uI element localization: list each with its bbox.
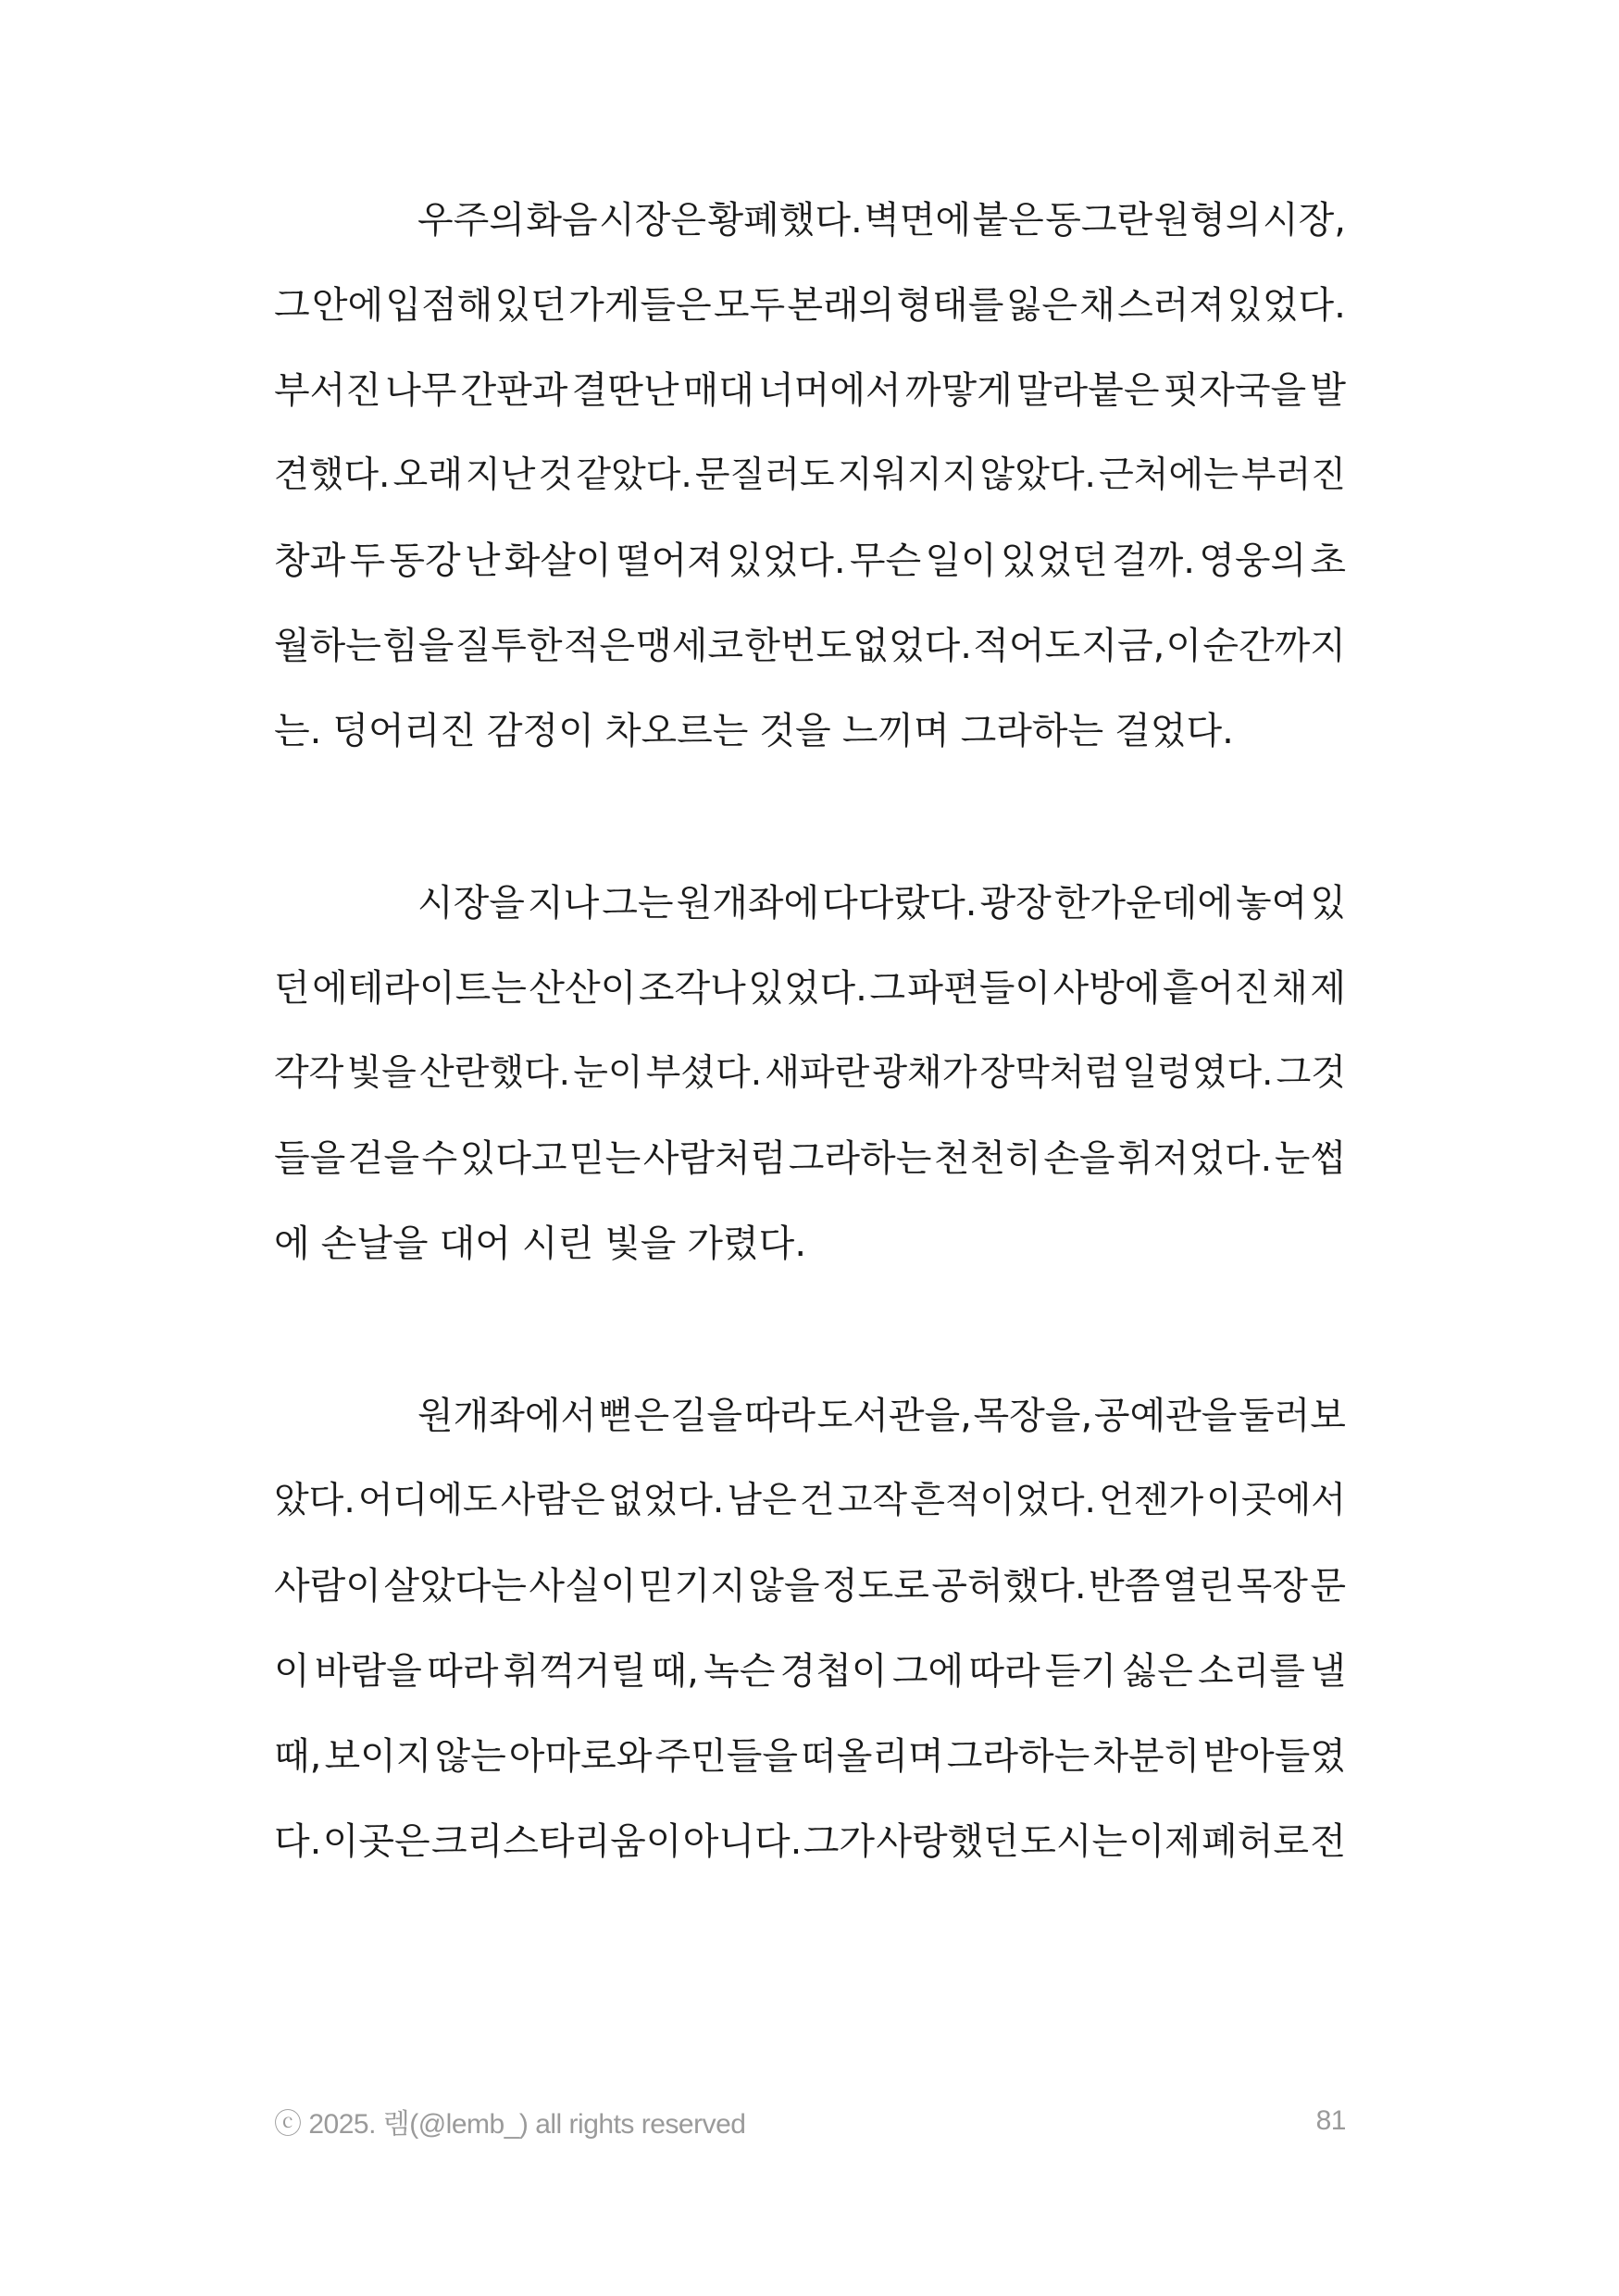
word: 벽면에 [864, 199, 972, 242]
word: 흔적이었다. [910, 1480, 1096, 1521]
word: 영웅의 [1199, 540, 1307, 582]
word: 질투한 [455, 625, 563, 667]
word: 공허했다. [931, 1565, 1087, 1607]
word: 았다. [274, 1480, 355, 1521]
word: 않았다. [979, 454, 1096, 496]
word: 형태를 [896, 284, 1004, 327]
word: 발 [1310, 369, 1346, 412]
word: 아마로와 [508, 1735, 653, 1778]
copyright-notice: ⓒ 2025. 렘(@lemb_) all rights reserved [274, 2109, 746, 2140]
word: 손을 [1043, 1137, 1115, 1180]
paragraph-gap [274, 1286, 1346, 1373]
word: 있다고 [459, 1137, 567, 1180]
word: 다. [274, 1820, 322, 1863]
word: 산산이 [529, 967, 637, 1010]
word: 가게들은 [568, 284, 712, 327]
word: 휘저었다. [1116, 1137, 1273, 1180]
word: 소리를 [1198, 1650, 1305, 1693]
word: 목장을, [973, 1395, 1093, 1437]
word: 산란했다. [418, 1052, 571, 1094]
word: 에테라이트는 [312, 967, 527, 1010]
text-line [274, 1373, 1346, 1458]
word: 따라 [743, 1395, 816, 1437]
paragraph [274, 178, 1346, 774]
word: 있었던 [1000, 540, 1108, 582]
paragraph [274, 861, 1346, 1286]
word: 화살이 [504, 540, 612, 582]
word: 이 [274, 1650, 310, 1693]
word: 광장 [979, 882, 1052, 925]
word: 살았다는 [383, 1565, 527, 1607]
word: 빛을 [604, 1222, 677, 1265]
text-line [274, 1629, 1346, 1714]
word: 것 [538, 454, 574, 496]
word: 천천히 [933, 1137, 1041, 1180]
word: 감정이 [486, 710, 594, 752]
word: 받아들였 [1202, 1735, 1346, 1778]
word: 믿는 [569, 1137, 641, 1180]
word: 에 [274, 1222, 310, 1265]
word: 차분히 [1092, 1735, 1201, 1778]
word: 있었다. [1227, 284, 1346, 327]
word: 동강 [389, 540, 461, 582]
word: 걷을 [347, 1137, 420, 1180]
word: 건 [799, 1480, 835, 1521]
word: 때, [274, 1735, 322, 1778]
word: 전 [1310, 1820, 1346, 1863]
word: 채 [1272, 967, 1308, 1010]
word: 일이 [925, 540, 997, 582]
word: 지나 [527, 882, 600, 925]
word: 손날을 [320, 1222, 429, 1265]
word: 지워지지 [837, 454, 978, 496]
word: 떨어져 [615, 540, 723, 582]
page-body [274, 178, 1346, 1884]
word: 있었다. [727, 540, 846, 582]
word: 열린 [1162, 1565, 1235, 1607]
word: 조각나 [638, 967, 746, 1010]
word: 시린 [521, 1222, 594, 1265]
word: 남은 [727, 1480, 797, 1521]
word: 너머에서 [758, 369, 902, 412]
text-line [274, 348, 1346, 433]
word: 원개좌에 [676, 882, 820, 925]
word: 있었다. [748, 967, 867, 1010]
word: 지난 [466, 454, 536, 496]
text-line [274, 1201, 1346, 1286]
word: 시장을 [417, 882, 525, 925]
word: 일렁였다. [1122, 1052, 1274, 1094]
text-line [274, 518, 1346, 603]
word: 길을 [670, 1395, 743, 1437]
word: 사실이 [529, 1565, 637, 1607]
text-line [274, 433, 1346, 518]
word: 싫은 [1121, 1650, 1193, 1693]
word: 부러진 [1240, 454, 1346, 496]
word: 지금, [1081, 625, 1165, 667]
word: 사람이 [274, 1565, 381, 1607]
text-line [274, 1458, 1346, 1544]
word: 걸까. [1112, 540, 1195, 582]
word: 순간까지 [1202, 625, 1346, 667]
word: 목장 [1236, 1565, 1308, 1607]
word: 황폐했다. [707, 199, 863, 242]
text-line [274, 1799, 1346, 1884]
word: 듣기 [1044, 1650, 1117, 1693]
word: 크리스타리움이 [430, 1820, 682, 1863]
word: 부셨다. [645, 1052, 763, 1094]
word: 보이지 [324, 1735, 432, 1778]
word: 정도로 [821, 1565, 929, 1607]
word: 녹슨 [704, 1650, 776, 1693]
word: 한번도 [744, 625, 853, 667]
word: 부서진 [274, 369, 381, 412]
word: 화음 [526, 199, 598, 242]
text-line [274, 603, 1346, 689]
word: 걸었다. [1115, 710, 1234, 752]
text-line [274, 1116, 1346, 1201]
word: 가렸다. [687, 1222, 807, 1265]
text-line [274, 946, 1346, 1031]
word: 동그란 [1045, 199, 1153, 242]
word: 다다랐다. [822, 882, 978, 925]
word: 차오르는 [604, 710, 749, 752]
word: 어디에도 [357, 1480, 498, 1521]
word: 이제 [1128, 1820, 1201, 1863]
word: 제 [1310, 967, 1346, 1010]
word: 없었다. [853, 625, 973, 667]
word: 원개좌에서 [417, 1395, 597, 1437]
word: 그라하는 [788, 1137, 932, 1180]
word: 월하는 [274, 625, 381, 667]
word: 각각 [274, 1052, 344, 1094]
word: 뻗은 [597, 1395, 670, 1437]
word: 두 [349, 540, 386, 582]
word: 문 [1310, 1565, 1346, 1607]
word: 무슨 [849, 540, 922, 582]
word: 문질러도 [694, 454, 835, 496]
word: 모두 [713, 284, 786, 327]
text-line [274, 178, 1346, 263]
word: 그에 [891, 1650, 965, 1693]
word: 이곳은 [322, 1820, 430, 1863]
word: 까맣게 [904, 369, 1013, 412]
word: 입점해 [385, 284, 493, 327]
word: 파편들이 [907, 967, 1051, 1010]
word: 떠올리며 [801, 1735, 944, 1778]
word: 그라하는 [946, 1735, 1090, 1778]
word: 핏자국을 [1163, 369, 1307, 412]
word: 믿기지 [638, 1565, 746, 1607]
word: 아니다. [682, 1820, 803, 1863]
text-line [274, 1031, 1346, 1116]
word: 것을 [759, 710, 831, 752]
word: 없었다. [607, 1480, 725, 1521]
word: 초 [1310, 540, 1346, 582]
word: 그는 [602, 882, 674, 925]
word: 채 [1079, 284, 1115, 327]
text-line [274, 861, 1346, 946]
page-number: 81 [1315, 2105, 1346, 2136]
word: 경첩이 [779, 1650, 888, 1693]
word: 창과 [274, 540, 346, 582]
word: 적은 [563, 625, 635, 667]
word: 않을 [748, 1565, 820, 1607]
word: 따라 [427, 1650, 499, 1693]
word: 스러져 [1117, 284, 1225, 327]
word: 놓여 [1236, 882, 1308, 925]
word: 눈썹 [1274, 1137, 1346, 1180]
word: 덩어리진 [332, 710, 476, 752]
word: 언젠가 [1099, 1480, 1204, 1521]
word: 있 [1310, 882, 1346, 925]
word: 붙은 [972, 199, 1044, 242]
word: 난 [464, 540, 501, 582]
word: 않는 [434, 1735, 506, 1778]
page-footer [274, 2103, 1346, 2140]
word: 오래 [392, 454, 463, 496]
word: 고작 [837, 1480, 908, 1521]
word: 따라 [968, 1650, 1040, 1693]
word: 적어도 [973, 625, 1081, 667]
word: 시장, [1262, 199, 1346, 242]
word: 그 [869, 967, 905, 1010]
word: 견했다. [274, 454, 391, 496]
word: 폐허로 [1202, 1820, 1309, 1863]
word: 느끼며 [841, 710, 950, 752]
text-line [274, 1714, 1346, 1799]
word: 결딴난 [571, 369, 679, 412]
word: 간판과 [460, 369, 568, 412]
word: 본래의 [787, 284, 895, 327]
word: 같았다. [576, 454, 692, 496]
word: 나무 [385, 369, 457, 412]
word: 잃은 [1005, 284, 1077, 327]
word: 휘꺽거릴 [503, 1650, 647, 1693]
word: 그것 [1276, 1052, 1346, 1094]
word: 안에 [311, 284, 384, 327]
word: 한가운데에 [1053, 882, 1233, 925]
word: 반쯤 [1089, 1565, 1161, 1607]
word: 그 [274, 284, 310, 327]
word: 이곳에서 [1206, 1480, 1346, 1521]
text-line [274, 689, 1346, 774]
word: 맹세코 [636, 625, 744, 667]
word: 던 [274, 967, 310, 1010]
word: 도시는 [1020, 1820, 1128, 1863]
word: 때, [651, 1650, 699, 1693]
word: 사람은 [500, 1480, 605, 1521]
word: 있던 [494, 284, 567, 327]
word: 원형의 [1153, 199, 1262, 242]
word: 바람을 [314, 1650, 422, 1693]
word: 말라붙은 [1015, 369, 1160, 412]
word: 이 [1165, 625, 1202, 667]
paragraph [274, 1373, 1346, 1884]
word: 대어 [439, 1222, 511, 1265]
word: 힘을 [382, 625, 455, 667]
word: 는. [274, 710, 322, 752]
word: 수 [421, 1137, 458, 1180]
word: 새파란 [765, 1052, 870, 1094]
word: 매대 [682, 369, 754, 412]
text-line [274, 263, 1346, 348]
word: 공예관을 [1093, 1395, 1238, 1437]
text-line [274, 1544, 1346, 1629]
word: 도서관을, [816, 1395, 972, 1437]
word: 흩어진 [1162, 967, 1270, 1010]
word: 눈이 [573, 1052, 643, 1094]
word: 사람처럼 [642, 1137, 787, 1180]
word: 장막처럼 [979, 1052, 1120, 1094]
word: 사방에 [1052, 967, 1161, 1010]
word: 그라하는 [960, 710, 1104, 752]
word: 근처에는 [1099, 454, 1239, 496]
word: 광채가 [872, 1052, 978, 1094]
word: 우주의 [417, 199, 525, 242]
paragraph-gap [274, 774, 1346, 861]
word: 빛을 [346, 1052, 417, 1094]
word: 사랑했던 [876, 1820, 1019, 1863]
word: 들을 [274, 1137, 346, 1180]
word: 둘러보 [1239, 1395, 1346, 1437]
word: 낼 [1310, 1650, 1346, 1693]
word: 그가 [803, 1820, 875, 1863]
word: 주민들을 [654, 1735, 798, 1778]
word: 시장은 [599, 199, 706, 242]
